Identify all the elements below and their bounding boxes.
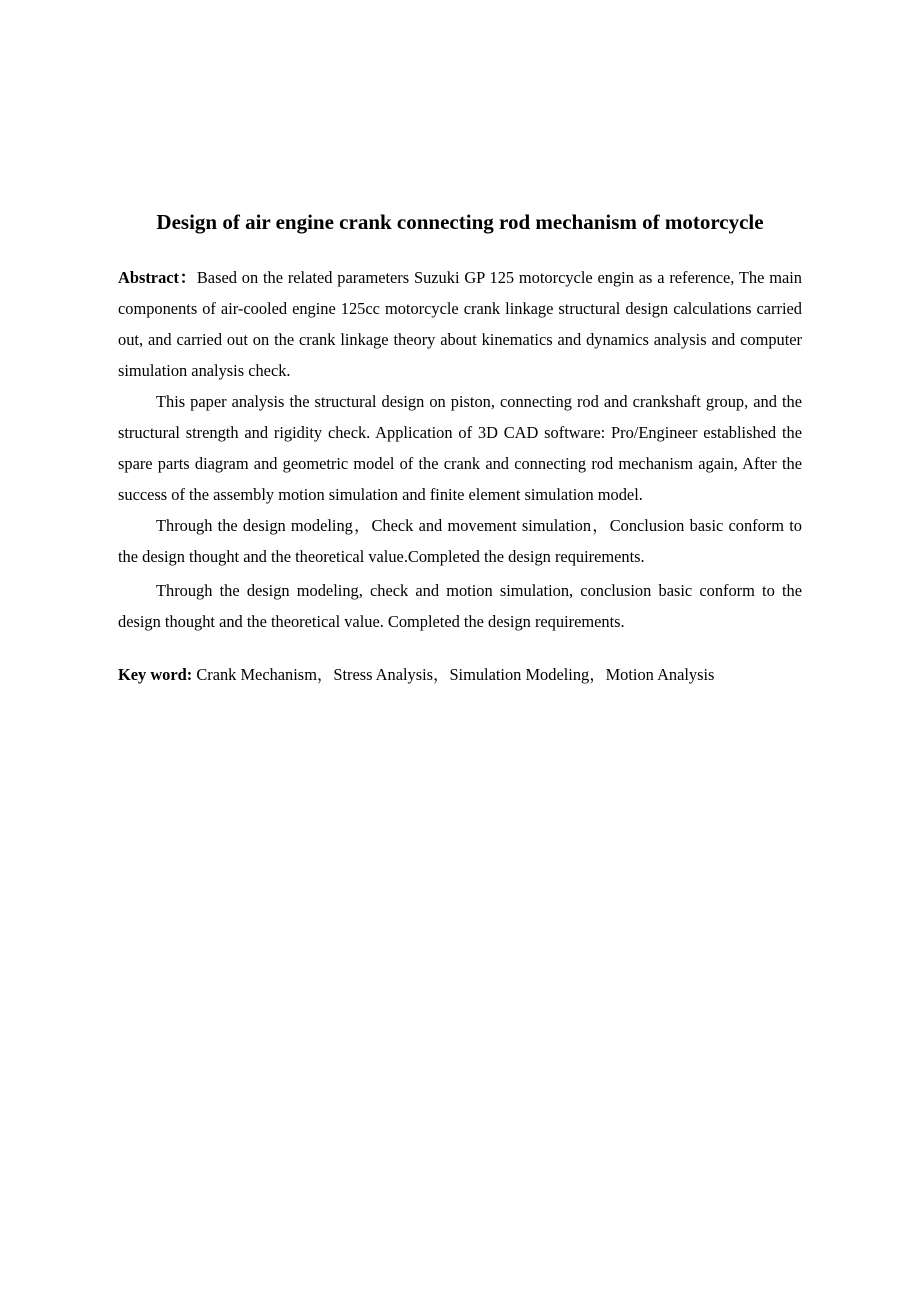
abstract-paragraph-1: [118, 262, 802, 386]
abstract-paragraph-2: This paper analysis the structural design on piston, connecting rod and crankshaft group, and the structural strength and rigidity check. Application of 3D CAD software: Pro/Engineer established the spare parts diagram and geometric model of the crank and connecting rod mechanism again, After the success of the assembly motion simulation and finite element simulation model.: [118, 392, 802, 504]
keywords-text: Crank Mechanism，Stress Analysis，Simulation Modeling，Motion Analysis: [196, 665, 715, 684]
paper-title: Design of air engine crank connecting rod mechanism of motorcycle: [156, 210, 764, 234]
abstract-section: [118, 262, 802, 690]
abstract-paragraph-3: Through the design modeling，Check and movement simulation，Conclusion basic conform to the design thought and the theoretical value.Completed the design requirements.: [118, 516, 802, 566]
keywords-line: [118, 659, 802, 690]
keywords-label: Key word:: [118, 665, 193, 684]
abstract-text-1: Based on the related parameters Suzuki GP 125 motorcycle engin as a reference, The main components of air-cooled engine 125cc motorcycle crank linkage structural design calculations carried out, and carried out on the crank linkage theory about kinematics and dynamics analysis and computer simulation analysis check.: [118, 268, 802, 380]
abstract-label: Abstract：: [118, 268, 197, 287]
abstract-paragraph-4: Through the design modeling, check and motion simulation, conclusion basic conform to the design thought and the theoretical value. Completed the design requirements.: [118, 581, 802, 631]
